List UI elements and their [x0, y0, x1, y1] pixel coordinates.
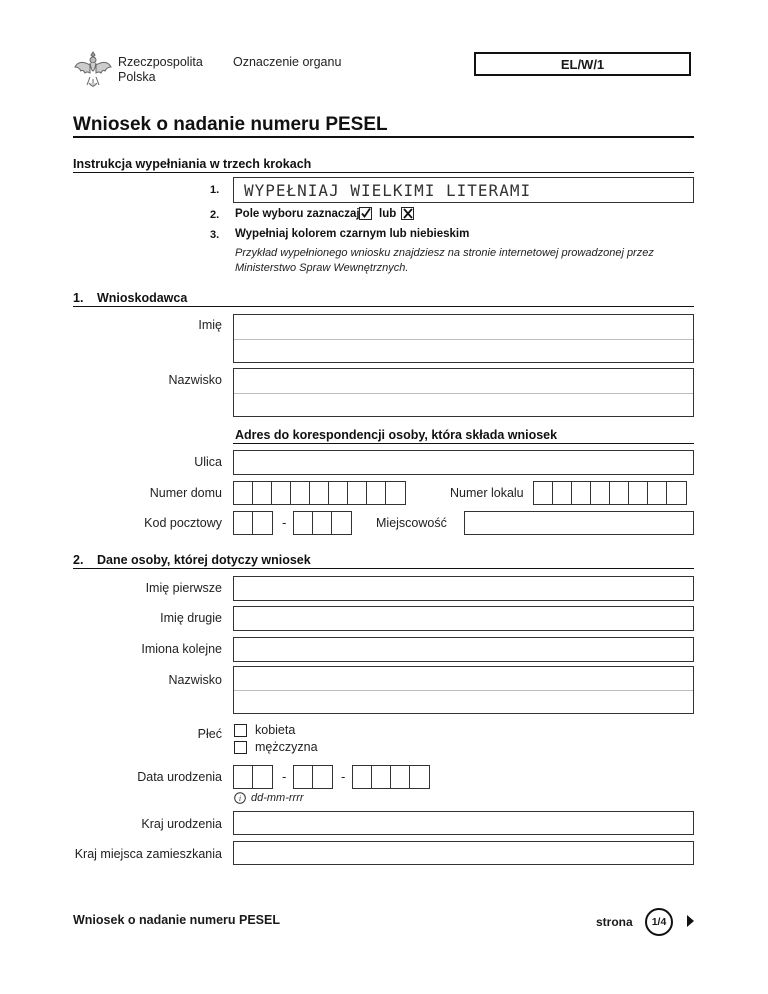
street-label: Ulica — [194, 455, 222, 469]
step-3-number: 3. — [210, 229, 220, 241]
title-divider — [73, 136, 694, 138]
step-2-or: lub — [379, 208, 397, 220]
section-2-number: 2. — [73, 553, 84, 567]
birth-country-label: Kraj urodzenia — [141, 817, 222, 831]
first-name-input[interactable] — [233, 576, 694, 601]
surname-label: Nazwisko — [168, 673, 222, 687]
postal-code-label: Kod pocztowy — [144, 516, 222, 530]
svg-text:i: i — [238, 794, 242, 804]
section-2-divider — [73, 568, 694, 569]
info-icon — [234, 792, 246, 804]
section-2-title: Dane osoby, której dotyczy wniosek — [97, 553, 311, 567]
step-2-number: 2. — [210, 209, 220, 221]
country-name-line1: Rzeczpospolita — [118, 55, 203, 69]
cross-example-icon — [401, 207, 414, 220]
house-number-label: Numer domu — [149, 486, 222, 500]
sex-female-label: kobieta — [255, 723, 296, 737]
birth-year-cells[interactable] — [352, 765, 430, 789]
residence-country-label: Kraj miejsca zamieszkania — [74, 847, 222, 861]
page-label: strona — [596, 915, 633, 929]
instructions-divider — [73, 172, 694, 173]
next-page-arrow-icon[interactable] — [686, 914, 695, 928]
birth-date-label: Data urodzenia — [137, 770, 222, 784]
address-divider — [233, 443, 694, 444]
polish-eagle-emblem-icon — [73, 49, 113, 91]
flat-number-cells[interactable] — [533, 481, 687, 505]
other-names-input[interactable] — [233, 637, 694, 662]
step-1-example-field: WYPEŁNIAJ WIELKIMI LITERAMI — [233, 177, 694, 203]
sex-male-label: mężczyzna — [255, 740, 318, 754]
form-code: EL/W/1 — [474, 52, 691, 76]
city-input[interactable] — [464, 511, 694, 535]
residence-country-input[interactable] — [233, 841, 694, 865]
birth-day-cells[interactable] — [233, 765, 273, 789]
birth-month-cells[interactable] — [293, 765, 333, 789]
applicant-surname-label: Nazwisko — [168, 373, 222, 387]
flat-number-label: Numer lokalu — [450, 486, 524, 500]
section-1-divider — [73, 306, 694, 307]
footer-title: Wniosek o nadanie numeru PESEL — [73, 913, 280, 927]
postal-code-part2-cells[interactable] — [293, 511, 352, 535]
checkmark-example-icon — [359, 207, 372, 220]
applicant-first-name-input[interactable] — [233, 314, 694, 363]
sex-female-checkbox[interactable] — [234, 724, 247, 737]
step-1-number: 1. — [210, 184, 220, 196]
birth-country-input[interactable] — [233, 811, 694, 835]
country-name-line2: Polska — [118, 70, 156, 84]
section-1-title: Wnioskodawca — [97, 291, 188, 305]
house-number-cells[interactable] — [233, 481, 406, 505]
instructions-heading: Instrukcja wypełniania w trzech krokach — [73, 157, 312, 171]
sex-label: Płeć — [197, 727, 222, 741]
postal-code-part1-cells[interactable] — [233, 511, 273, 535]
instructions-note: Przykład wypełnionego wniosku znajdziesz na stronie internetowej prowadzonej przez Ministerstwo Spraw Wewnętrznych. — [235, 247, 654, 274]
postal-code-dash: - — [282, 515, 287, 530]
city-label: Miejscowość — [376, 516, 447, 530]
step-2-text: Pole wyboru zaznaczaj — [235, 208, 360, 220]
birth-date-hint: dd-mm-rrrr — [251, 792, 304, 804]
address-heading: Adres do korespondencji osoby, która składa wniosek — [235, 428, 558, 442]
surname-input[interactable] — [233, 666, 694, 714]
applicant-first-name-label: Imię — [198, 318, 222, 332]
first-name-label: Imię pierwsze — [145, 581, 222, 595]
second-name-label: Imię drugie — [160, 611, 222, 625]
page-indicator: 1/4 — [645, 908, 673, 936]
birth-date-dash-1: - — [282, 769, 287, 784]
authority-label: Oznaczenie organu — [233, 55, 342, 69]
page-title: Wniosek o nadanie numeru PESEL — [73, 114, 388, 135]
second-name-input[interactable] — [233, 606, 694, 631]
sex-male-checkbox[interactable] — [234, 741, 247, 754]
other-names-label: Imiona kolejne — [141, 642, 222, 656]
step-3-text: Wypełniaj kolorem czarnym lub niebieskim — [235, 228, 470, 240]
applicant-surname-input[interactable] — [233, 368, 694, 417]
section-1-number: 1. — [73, 291, 84, 305]
birth-date-dash-2: - — [341, 769, 346, 784]
street-input[interactable] — [233, 450, 694, 475]
